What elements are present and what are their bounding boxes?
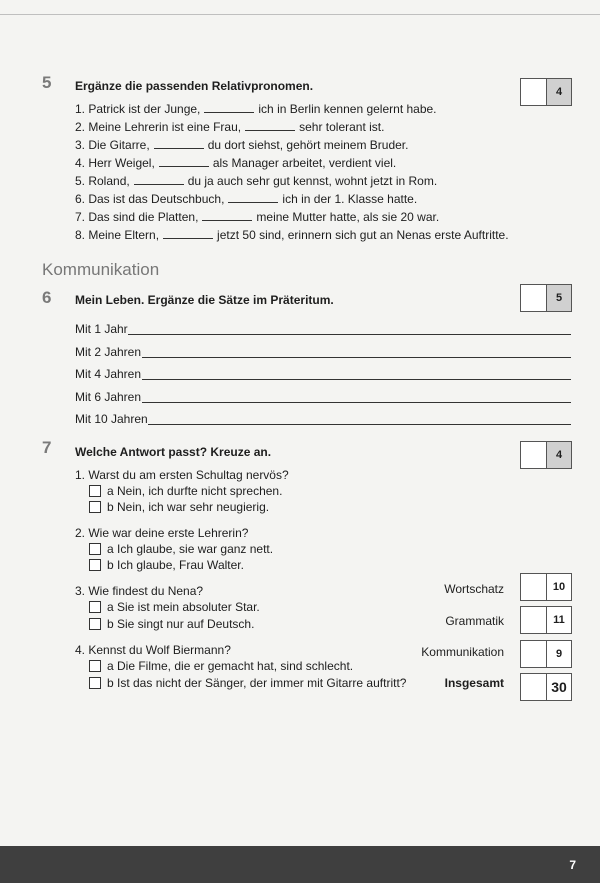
write-line[interactable] <box>142 357 571 358</box>
write-line-label: Mit 10 Jahren <box>75 412 148 426</box>
exercise-7-number: 7 <box>42 438 52 457</box>
exercise-5-score-box <box>520 78 572 106</box>
checkbox-4b[interactable] <box>89 677 101 689</box>
write-line-label: Mit 1 Jahr <box>75 322 128 336</box>
summary-score-kommunikation: 9 <box>546 641 571 667</box>
summary-box-kommunikation <box>520 640 572 668</box>
answer-3b: b Sie singt nur auf Deutsch. <box>107 617 255 631</box>
write-line[interactable] <box>128 334 571 335</box>
write-line[interactable] <box>142 402 571 403</box>
item-text: 6. Das ist das Deutschbuch, <box>75 192 225 206</box>
list-item <box>75 102 509 120</box>
item-text: als Manager arbeitet, verdient viel. <box>212 156 397 170</box>
list-item <box>75 174 509 192</box>
item-text: 3. Die Gitarre, <box>75 138 150 152</box>
answer-blank[interactable] <box>202 210 252 221</box>
write-line[interactable] <box>148 424 571 425</box>
page-number: 7 <box>569 858 576 872</box>
checkbox-3b[interactable] <box>89 618 101 630</box>
write-line[interactable] <box>142 379 571 380</box>
checkbox-2a[interactable] <box>89 543 101 555</box>
exercise-6-score: 5 <box>546 285 571 311</box>
item-text: du dort siehst, gehört meinem Bruder. <box>207 138 409 152</box>
item-text: meine Mutter hatte, als sie 20 war. <box>256 210 440 224</box>
checkbox-3a[interactable] <box>89 601 101 613</box>
exercise-5-number: 5 <box>42 73 52 92</box>
summary-score-insgesamt: 30 <box>546 674 571 700</box>
summary-label-kommunikation: Kommunikation <box>421 645 504 659</box>
answer-blank[interactable] <box>228 192 278 203</box>
item-text: 1. Patrick ist der Junge, <box>75 102 201 116</box>
list-item <box>75 210 509 228</box>
answer-3a: a Sie ist mein absoluter Star. <box>107 600 260 614</box>
write-line-label: Mit 4 Jahren <box>75 367 142 381</box>
item-text: jetzt 50 sind, erinnern sich gut an Nenas erste Auftritte. <box>217 228 509 242</box>
checkbox-4a[interactable] <box>89 660 101 672</box>
summary-score-grammatik: 11 <box>546 607 571 633</box>
item-text: 4. Herr Weigel, <box>75 156 155 170</box>
answer-blank[interactable] <box>245 120 295 131</box>
exercise-5-title: Ergänze die passenden Relativpronomen. <box>75 79 314 93</box>
exercise-7-title: Welche Antwort passt? Kreuze an. <box>75 445 272 459</box>
checkbox-2b[interactable] <box>89 559 101 571</box>
item-text: 2. Meine Lehrerin ist eine Frau, <box>75 120 242 134</box>
question-1: 1. Warst du am ersten Schultag nervös? <box>75 468 289 482</box>
item-text: 8. Meine Eltern, <box>75 228 160 242</box>
exercise-6-title: Mein Leben. Ergänze die Sätze im Präteritum. <box>75 293 334 307</box>
item-text: 7. Das sind die Platten, <box>75 210 199 224</box>
answer-blank[interactable] <box>134 174 184 185</box>
summary-box-grammatik <box>520 606 572 634</box>
item-text: 5. Roland, <box>75 174 130 188</box>
answer-blank[interactable] <box>163 228 213 239</box>
summary-score-wortschatz: 10 <box>546 574 571 600</box>
item-text: sehr tolerant ist. <box>299 120 385 134</box>
summary-label-wortschatz: Wortschatz <box>444 582 504 596</box>
top-rule <box>0 14 600 15</box>
list-item <box>75 138 509 156</box>
checkbox-1b[interactable] <box>89 501 101 513</box>
list-item <box>75 192 509 210</box>
summary-label-grammatik: Grammatik <box>445 614 504 628</box>
summary-box-insgesamt <box>520 673 572 701</box>
exercise-5-score: 4 <box>546 79 571 105</box>
exercise-7-score-box <box>520 441 572 469</box>
answer-1b: b Nein, ich war sehr neugierig. <box>107 500 270 514</box>
answer-4a: a Die Filme, die er gemacht hat, sind schlecht. <box>107 659 354 673</box>
answer-4b: b Ist das nicht der Sänger, der immer mit Gitarre auftritt? <box>107 676 407 690</box>
exercise-6-score-box <box>520 284 572 312</box>
footer-bar <box>0 846 600 883</box>
exercise-7-score: 4 <box>546 442 571 468</box>
answer-2a: a Ich glaube, sie war ganz nett. <box>107 542 274 556</box>
write-line-label: Mit 2 Jahren <box>75 345 142 359</box>
summary-label-insgesamt: Insgesamt <box>444 676 504 690</box>
answer-blank[interactable] <box>159 156 209 167</box>
summary-box-wortschatz <box>520 573 572 601</box>
write-line-label: Mit 6 Jahren <box>75 390 142 404</box>
item-text: ich in der 1. Klasse hatte. <box>282 192 418 206</box>
list-item <box>75 228 509 246</box>
answer-blank[interactable] <box>204 102 254 113</box>
question-2: 2. Wie war deine erste Lehrerin? <box>75 526 249 540</box>
item-text: du ja auch sehr gut kennst, wohnt jetzt in Rom. <box>187 174 438 188</box>
list-item <box>75 120 509 138</box>
exercise-5-items <box>75 102 509 246</box>
answer-1a: a Nein, ich durfte nicht sprechen. <box>107 484 283 498</box>
item-text: ich in Berlin kennen gelernt habe. <box>258 102 437 116</box>
question-4: 4. Kennst du Wolf Biermann? <box>75 643 231 657</box>
question-3: 3. Wie findest du Nena? <box>75 584 204 598</box>
checkbox-1a[interactable] <box>89 485 101 497</box>
answer-blank[interactable] <box>154 138 204 149</box>
exercise-6-number: 6 <box>42 288 52 307</box>
answer-2b: b Ich glaube, Frau Walter. <box>107 558 244 572</box>
list-item <box>75 156 509 174</box>
section-title: Kommunikation <box>42 260 160 279</box>
